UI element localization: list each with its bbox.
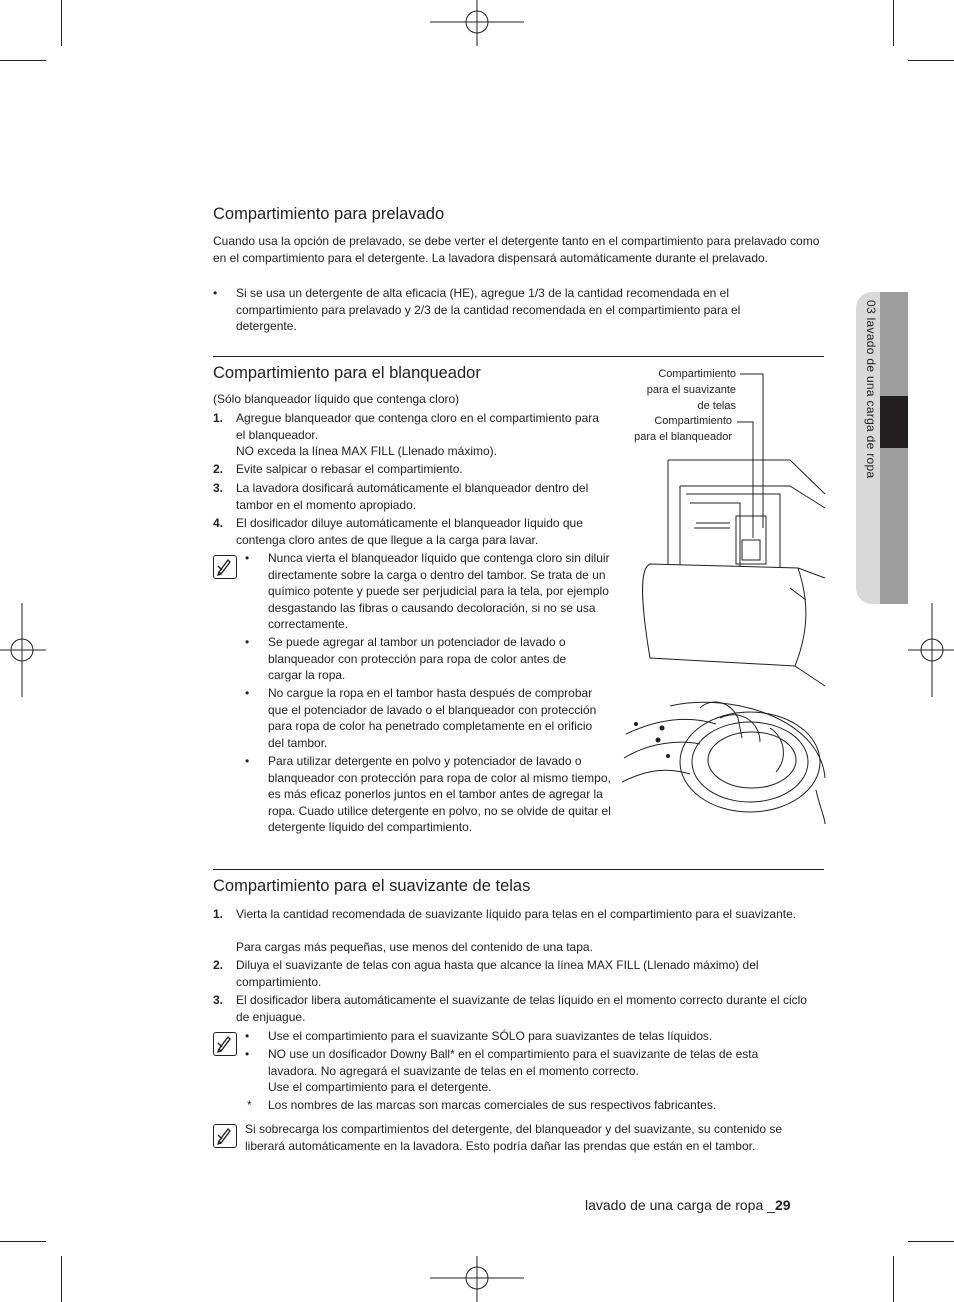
section-title-prewash: Compartimiento para prelavado (213, 205, 445, 223)
section-title-softener: Compartimiento para el suavizante de telas (213, 877, 531, 895)
bullet: • (245, 1029, 250, 1043)
bullet: • (245, 635, 250, 649)
bleach-intro: (Sólo blanqueador líquido que contenga cloro) (213, 392, 460, 406)
bleach-step: Evite salpicar o rebasar el compartimiento. (236, 462, 463, 476)
crop-mark (908, 1241, 954, 1242)
bleach-note: No cargue la ropa en el tambor hasta después de comprobar que el potenciador de lavado o el blanqueador con protección para ropa de color ha penetrado completamente en el orificio del tambor. (268, 686, 597, 750)
final-note: Si sobrecarga los compartimientos del detergente, del blanqueador y del suavizante, su contenido se liberará automáticamente en la lavadora. Esto podría dañar las prendas que están en el tambor. (245, 1122, 782, 1153)
bullet: • (245, 1047, 250, 1061)
crop-mark (893, 0, 894, 46)
softener-step: El dosificador libera automáticamente el suavizante de telas líquido en el momento correcto durante el ciclo de enjuague. (236, 993, 807, 1024)
step-number: 2. (213, 958, 224, 972)
bleach-step: La lavadora dosificará automáticamente el blanqueador dentro del tambor en el momento apropiado. (236, 481, 589, 512)
prewash-body: Cuando usa la opción de prelavado, se debe verter el detergente tanto en el compartimiento para prelavado como en el compartimiento para el detergente. La lavadora dispensará automáticamente durante el prelavado. (213, 234, 820, 265)
side-tab-label: 03 lavado de una carga de ropa (864, 300, 878, 479)
step-number: 4. (213, 516, 224, 530)
dispenser-illustration (620, 368, 826, 690)
page-number: 29 (774, 1197, 791, 1213)
prewash-bullet: Si se usa un detergente de alta eficacia (HE), agregue 1/3 de la cantidad recomendada en el compartimiento para prelavado y 2/3 de la cantidad recomendada en el compartimiento para el detergente. (236, 286, 741, 333)
crop-mark (893, 1256, 894, 1302)
section-title-bleach: Compartimiento para el blanqueador (213, 364, 481, 382)
bullet: • (213, 286, 218, 300)
bleach-step: Agregue blanqueador que contenga cloro en el compartimiento para el blanqueador. (236, 411, 599, 442)
step-number: 1. (213, 411, 224, 425)
crop-mark (61, 0, 62, 46)
side-tab-marker (880, 396, 908, 448)
step-number: 3. (213, 481, 224, 495)
drum-illustration (620, 698, 826, 828)
bullet: • (245, 754, 250, 768)
section-divider (213, 356, 824, 357)
section-divider (213, 869, 824, 870)
registration-mark (430, 1256, 524, 1302)
page-footer (585, 1197, 791, 1213)
bleach-step: El dosificador diluye automáticamente el blanqueador líquido que contenga cloro antes de que llegue a la carga para lavar. (236, 516, 583, 547)
note-icon (213, 1124, 237, 1148)
note-icon (213, 1032, 237, 1056)
softener-note-extra: Use el compartimiento para el detergente. (268, 1080, 492, 1094)
softener-note: Use el compartimiento para el suavizante SÓLO para suavizantes de telas líquidos. (268, 1029, 713, 1043)
note-icon (213, 555, 237, 579)
callout-softener: Compartimiento para el suavizante de telas (646, 368, 736, 412)
bleach-note: Nunca vierta el blanqueador líquido que contenga cloro sin diluir directamente sobre la carga o dentro del tambor. Se trata de un químico potente y puede ser perjudicial para la tela, por ejemplo desgastando las fibras o causando decoloración, si no se usa correctamente. (268, 551, 610, 631)
footer-label: lavado de una carga de ropa _ (585, 1197, 775, 1213)
bullet: • (245, 551, 250, 565)
softener-step-extra: Para cargas más pequeñas, use menos del contenido de una tapa. (236, 940, 593, 954)
bleach-note: Para utilizar detergente en polvo y potenciador de lavado o blanqueador con protección para ropa de color al mismo tiempo, es más eficaz ponerlos juntos en el tambor antes de agregar la ropa. Cuado utilice detergente en polvo, no se olvide de quitar el detergente líquido del compartimiento. (268, 754, 611, 834)
bleach-note: Se puede agregar al tambor un potenciador de lavado o blanqueador con protección para ropa de color antes de cargar la ropa. (268, 635, 567, 682)
registration-mark (908, 603, 954, 697)
softener-step: Vierta la cantidad recomendada de suavizante líquido para telas en el compartimiento para el suavizante. (236, 907, 797, 921)
side-tab-band (880, 292, 908, 604)
crop-mark (0, 60, 46, 61)
softener-note: NO use un dosificador Downy Ball* en el compartimiento para el suavizante de telas de esta lavadora. No agregará el suavizante de telas en el momento correcto. (268, 1047, 759, 1078)
step-number: 1. (213, 907, 224, 921)
footnote-mark: * (247, 1098, 252, 1112)
crop-mark (908, 60, 954, 61)
bullet: • (245, 686, 250, 700)
registration-mark (430, 0, 524, 50)
step-number: 2. (213, 462, 224, 476)
crop-mark (61, 1256, 62, 1302)
callout-bleach: Compartimiento para el blanqueador (634, 415, 732, 443)
registration-mark (0, 603, 46, 697)
crop-mark (0, 1241, 46, 1242)
step-number: 3. (213, 993, 224, 1007)
bleach-step-extra: NO exceda la línea MAX FILL (Llenado máximo). (236, 444, 498, 458)
footnote: Los nombres de las marcas son marcas comerciales de sus respectivos fabricantes. (268, 1098, 717, 1112)
softener-step: Diluya el suavizante de telas con agua hasta que alcance la línea MAX FILL (Llenado máximo) del compartimiento. (236, 958, 759, 989)
